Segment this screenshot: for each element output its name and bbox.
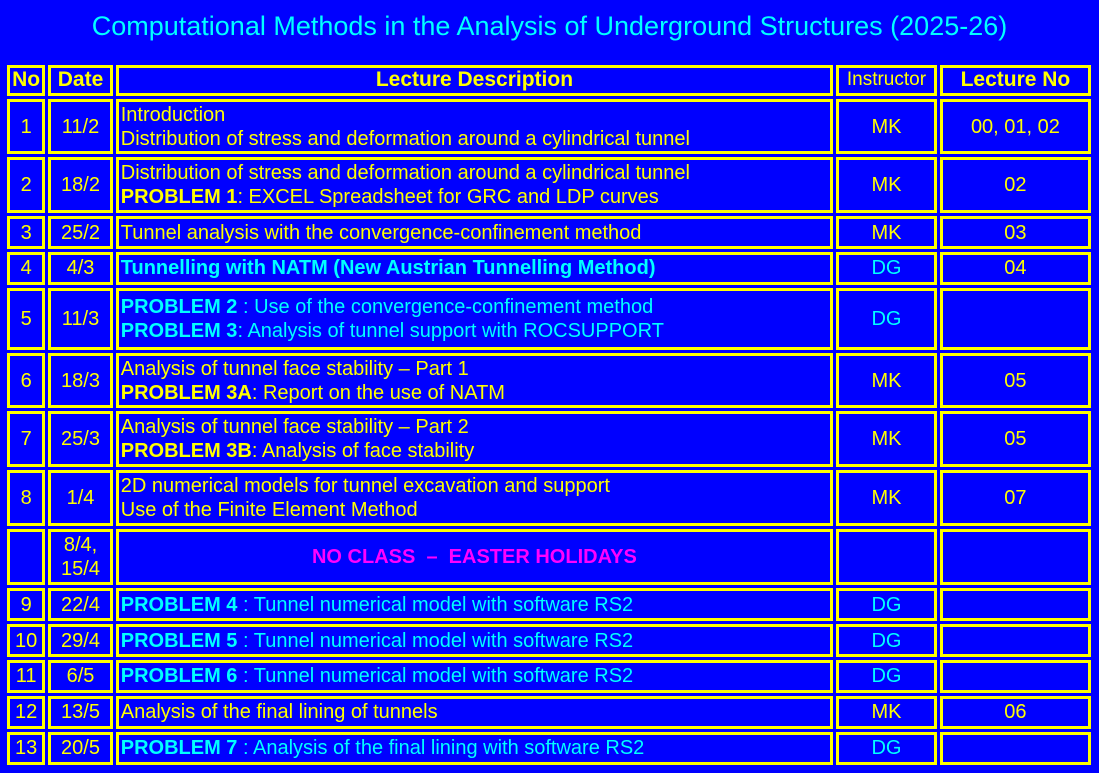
table-row xyxy=(7,288,1091,350)
table-row xyxy=(7,588,1091,621)
row-lecture-no: 04 xyxy=(940,252,1091,285)
row-no: 10 xyxy=(7,624,45,657)
row-lecture-no: 06 xyxy=(940,696,1091,729)
row-description xyxy=(116,660,833,693)
row-date: 20/5 xyxy=(48,732,112,765)
problem-label: PROBLEM 4 xyxy=(120,593,238,616)
table-row xyxy=(7,216,1091,249)
table-row xyxy=(7,696,1091,729)
row-no: 12 xyxy=(7,696,45,729)
problem-text: : EXCEL Spreadsheet for GRC and LDP curves xyxy=(237,186,659,209)
row-instructor: MK xyxy=(836,353,937,409)
description-line xyxy=(121,381,828,405)
header-no: No xyxy=(7,65,45,96)
row-instructor: MK xyxy=(836,216,937,249)
problem-label: PROBLEM 1 xyxy=(120,186,238,209)
description-line: Distribution of stress and deformation around a cylindrical tunnel xyxy=(120,162,690,185)
row-date: 29/4 xyxy=(48,624,112,657)
row-lecture-no xyxy=(940,529,1091,586)
row-date: 6/5 xyxy=(48,660,112,693)
row-description xyxy=(116,353,833,409)
table-row xyxy=(7,252,1091,285)
row-lecture-no xyxy=(940,660,1091,693)
table-row xyxy=(7,411,1091,467)
description-line: Analysis of tunnel face stability – Part 2 xyxy=(120,416,469,439)
row-lecture-no xyxy=(940,732,1091,765)
row-no: 4 xyxy=(7,252,45,285)
row-no: 8 xyxy=(7,470,45,526)
problem-text: : Tunnel numerical model with software RS2 xyxy=(237,665,634,688)
row-no: 2 xyxy=(7,157,45,213)
row-description xyxy=(116,732,833,765)
row-description xyxy=(116,157,833,213)
row-no: 11 xyxy=(7,660,45,693)
row-no: 1 xyxy=(7,99,45,155)
row-lecture-no: 07 xyxy=(940,470,1091,526)
row-instructor xyxy=(836,529,937,586)
problem-label: PROBLEM 2 xyxy=(120,295,238,318)
row-no: 3 xyxy=(7,216,45,249)
problem-text: : Tunnel numerical model with software RS2 xyxy=(237,593,634,616)
row-lecture-no xyxy=(940,624,1091,657)
row-description: Tunnel analysis with the convergence-confinement method xyxy=(116,216,833,249)
row-instructor: MK xyxy=(836,99,937,155)
holiday-notice: NO CLASS – EASTER HOLIDAYS xyxy=(116,529,833,586)
description-line: Analysis of tunnel face stability – Part 1 xyxy=(120,357,469,380)
header-instructor: Instructor xyxy=(836,65,937,96)
table-row xyxy=(7,99,1091,155)
problem-text: : Analysis of tunnel support with ROCSUPPORT xyxy=(237,319,664,342)
row-description xyxy=(116,470,833,526)
problem-label: PROBLEM 5 xyxy=(120,629,238,652)
natm-label: Tunnelling with NATM (New Austrian Tunnelling Method) xyxy=(120,257,656,280)
table-row xyxy=(7,660,1091,693)
row-lecture-no: 03 xyxy=(940,216,1091,249)
row-date xyxy=(48,529,112,586)
table-row-holiday xyxy=(7,529,1091,586)
description-line xyxy=(121,319,828,343)
page-title: Computational Methods in the Analysis of Underground Structures (2025-26) xyxy=(91,11,1008,41)
row-instructor: DG xyxy=(836,732,937,765)
row-instructor: MK xyxy=(836,157,937,213)
row-date: 1/4 xyxy=(48,470,112,526)
description-line xyxy=(121,295,828,319)
description-line: Introduction xyxy=(120,103,226,126)
row-date: 22/4 xyxy=(48,588,112,621)
problem-text: : Analysis of the final lining with software RS2 xyxy=(237,737,645,760)
description-line: Distribution of stress and deformation around a cylindrical tunnel xyxy=(120,127,690,150)
schedule-table xyxy=(4,62,1094,768)
table-row xyxy=(7,624,1091,657)
problem-label: PROBLEM 3B xyxy=(120,440,252,463)
header-lecture-no: Lecture No xyxy=(940,65,1091,96)
row-lecture-no: 02 xyxy=(940,157,1091,213)
description-line xyxy=(121,439,828,463)
row-date: 25/3 xyxy=(48,411,112,467)
problem-text: : Tunnel numerical model with software RS2 xyxy=(237,629,634,652)
problem-text: : Report on the use of NATM xyxy=(251,381,505,404)
row-instructor: MK xyxy=(836,470,937,526)
row-no: 9 xyxy=(7,588,45,621)
row-date: 13/5 xyxy=(48,696,112,729)
row-lecture-no xyxy=(940,588,1091,621)
row-date: 11/2 xyxy=(48,99,112,155)
problem-label: PROBLEM 3A xyxy=(120,381,252,404)
row-instructor: DG xyxy=(836,624,937,657)
row-description xyxy=(116,624,833,657)
row-description: Analysis of the final lining of tunnels xyxy=(116,696,833,729)
table-row xyxy=(7,470,1091,526)
row-date: 18/3 xyxy=(48,353,112,409)
row-instructor: DG xyxy=(836,660,937,693)
problem-text: : Analysis of face stability xyxy=(251,440,475,463)
row-date: 11/3 xyxy=(48,288,112,350)
problem-label: PROBLEM 6 xyxy=(120,665,238,688)
table-row xyxy=(7,732,1091,765)
row-no: 5 xyxy=(7,288,45,350)
problem-label: PROBLEM 7 xyxy=(120,737,238,760)
row-lecture-no: 05 xyxy=(940,353,1091,409)
row-date: 4/3 xyxy=(48,252,112,285)
row-no: 6 xyxy=(7,353,45,409)
description-line: Use of the Finite Element Method xyxy=(120,498,418,521)
problem-text: : Use of the convergence-confinement method xyxy=(237,295,654,318)
row-description xyxy=(116,588,833,621)
row-instructor: DG xyxy=(836,288,937,350)
description-line xyxy=(121,185,828,209)
row-lecture-no: 00, 01, 02 xyxy=(940,99,1091,155)
row-instructor: DG xyxy=(836,588,937,621)
table-header-row xyxy=(7,65,1091,96)
row-lecture-no: 05 xyxy=(940,411,1091,467)
table-row xyxy=(7,353,1091,409)
table-row xyxy=(7,157,1091,213)
row-no: 7 xyxy=(7,411,45,467)
row-instructor: MK xyxy=(836,696,937,729)
date-line: 15/4 xyxy=(61,557,100,580)
row-description xyxy=(116,411,833,467)
date-line: 8/4, xyxy=(63,533,98,556)
row-description xyxy=(116,99,833,155)
row-no xyxy=(7,529,45,586)
problem-label: PROBLEM 3 xyxy=(120,319,238,342)
header-date: Date xyxy=(48,65,112,96)
header-description: Lecture Description xyxy=(116,65,833,96)
row-date: 25/2 xyxy=(48,216,112,249)
row-instructor: DG xyxy=(836,252,937,285)
row-description xyxy=(116,252,833,285)
row-date: 18/2 xyxy=(48,157,112,213)
row-lecture-no xyxy=(940,288,1091,350)
row-no: 13 xyxy=(7,732,45,765)
description-line: 2D numerical models for tunnel excavation and support xyxy=(120,474,610,497)
row-description xyxy=(116,288,833,350)
row-instructor: MK xyxy=(836,411,937,467)
